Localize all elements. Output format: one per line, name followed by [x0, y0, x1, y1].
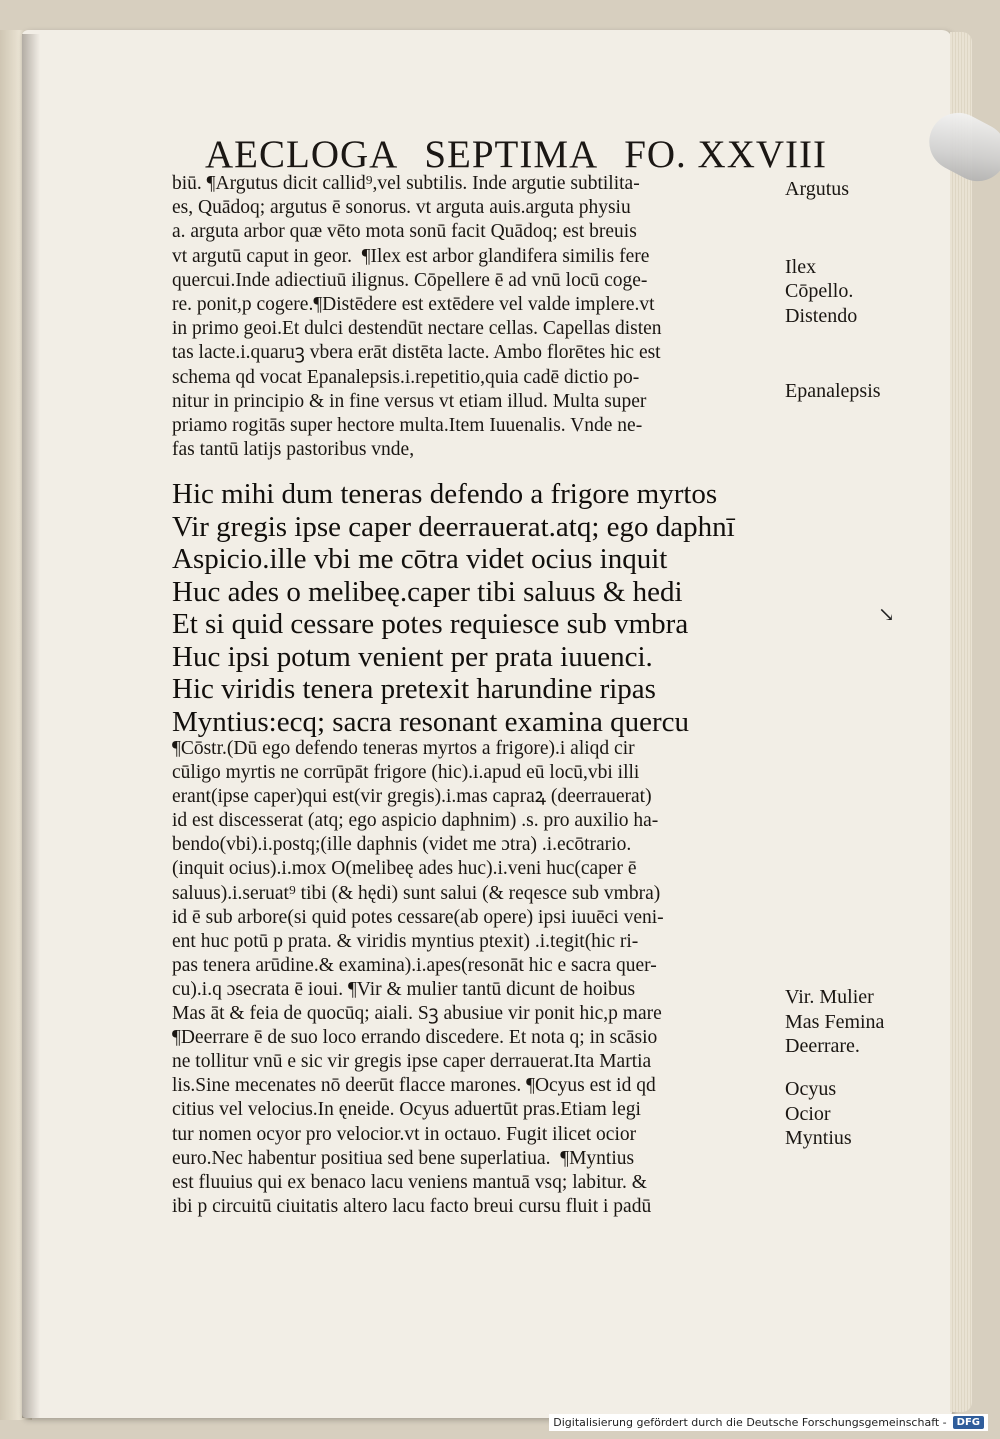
commentary-line: priamo rogitās super hectore multa.Item Iuuenalis. Vnde ne- [172, 415, 643, 437]
commentary-line: fas tantū latijs pastoribus vnde, [172, 439, 415, 461]
verse-line: Huc ipsi potum venient per prata iuuenci. [172, 640, 653, 673]
marginal-gloss-epanalepsis: Epanalepsis [785, 380, 881, 402]
verse-line: Hic mihi dum teneras defendo a frigore myrtos [172, 478, 718, 510]
commentary-line: ¶Cōstr.(Dū ego defendo teneras myrtos a frigore).i aliqd cir [172, 738, 635, 759]
commentary-line: ¶Deerrare ē de suo loco errando discedere. Et nota q; in scāsio [172, 1027, 658, 1049]
page-stack-edge [950, 32, 972, 1412]
commentary-line: cūligo myrtis ne corrūpāt frigore (hic).i.apud eū locū,vbi illi [172, 762, 640, 784]
commentary-line: euro.Nec habentur positiua sed bene superlatiua. ¶Myntius [172, 1147, 635, 1169]
verse-line: Vir gregis ipse caper deerrauerat.atq; ego daphnī [172, 510, 735, 543]
commentary-line: cu).i.q ɔsecrata ē ioui. ¶Vir & mulier tantū dicunt de hoibus [172, 978, 636, 1000]
commentary-line: ent huc potū p prata. & viridis myntius ptexit) .i.tegit(hic ri- [172, 930, 639, 952]
stray-mark-icon: ↘ [878, 604, 895, 626]
verse-line: Et si quid cessare potes requiesce sub vmbra [172, 608, 689, 640]
commentary-line: quercui.Inde adiectiuū ilignus. Cōpellere ē ad vnū locū coge- [172, 269, 648, 291]
commentary-line: vt argutū caput in geor. ¶Ilex est arbor glandifera similis fere [172, 245, 650, 267]
dfg-logo: DFG [953, 1416, 984, 1429]
marginal-gloss-argutus: Argutus [785, 178, 850, 200]
page-gutter-shadow [22, 34, 40, 1418]
commentary-line: id est discesserat (atq; ego aspicio daphnim) .s. pro auxilio ha- [172, 810, 659, 832]
digitization-footer [549, 1414, 988, 1431]
commentary-top [172, 172, 662, 462]
marginal-gloss-mas-femina: Mas Femina [785, 1011, 885, 1033]
commentary-line: lis.Sine mecenates nō deerūt flacce marones. ¶Ocyus est id qd [172, 1075, 656, 1097]
marginal-gloss-distendo: Distendo [785, 305, 858, 327]
commentary-line: (inquit ocius).i.mox O(melibeę ades huc).i.veni huc(caper ē [172, 858, 637, 880]
commentary-line: pas tenera arūdine.& examina).i.apes(resonāt hic e sacra quer- [172, 954, 657, 976]
commentary-bottom [172, 737, 664, 1219]
marginal-gloss-myntius: Myntius [785, 1127, 852, 1149]
marginal-gloss-ocyus: Ocyus [785, 1078, 837, 1100]
commentary-line: es, Quādoq; argutus ē sonorus. vt arguta auis.arguta physiu [172, 197, 631, 219]
marginal-gloss-compello: Cōpello. [785, 280, 854, 302]
commentary-line: Mas āt & feia de quocūq; aiali. Sꝫ abusiue vir ponit hic,p mare [172, 1003, 662, 1025]
marginal-gloss-ilex: Ilex [785, 256, 817, 278]
commentary-line: schema qd vocat Epanalepsis.i.repetitio,quia cadē dictio po- [172, 366, 640, 388]
commentary-line: saluus).i.seruat⁹ tibi (& hędi) sunt salui (& reqesce sub vmbra) [172, 882, 661, 904]
commentary-line: in primo geoi.Et dulci destendūt nectare cellas. Capellas disten [172, 318, 662, 340]
commentary-line: est fluuius qui ex benaco lacu veniens mantuā vsq; labitur. & [172, 1171, 647, 1193]
commentary-line: tur nomen ocyor pro velocior.vt in octauo. Fugit ilicet ocior [172, 1123, 637, 1145]
commentary-line: citius vel velocius.In ęneide. Ocyus aduertūt pras.Etiam legi [172, 1099, 641, 1121]
commentary-line: id ē sub arbore(si quid potes cessare(ab opere) ipsi iuuēci veni- [172, 906, 664, 928]
commentary-line: re. ponit,p cogere.¶Distēdere est extēdere vel valde implere.vt [172, 294, 655, 316]
commentary-line: nitur in principio & in fine versus vt etiam illud. Multa super [172, 390, 647, 412]
header-title-mid: SEPTIMA [424, 133, 599, 176]
marginal-gloss-ocior: Ocior [785, 1103, 831, 1125]
verse-line: Myntius:ecq; sacra resonant examina quercu [172, 705, 689, 738]
commentary-line: ne tollitur vnū e sic vir gregis ipse caper derrauerat.Ita Martia [172, 1051, 652, 1073]
running-header [205, 132, 853, 177]
commentary-line: tas lacte.i.quaruꝫ vbera erāt distēta lacte. Ambo florētes hic est [172, 342, 661, 364]
commentary-line: ibi p circuitū ciuitatis altero lacu facto breui cursu fluit i padū [172, 1195, 652, 1217]
commentary-line: biū. ¶Argutus dicit callid⁹,vel subtilis. Inde argutie subtilita- [172, 173, 640, 194]
verse-line: Huc ades o melibeę.caper tibi saluus & hedi [172, 575, 683, 608]
marginal-gloss-deerrare: Deerrare. [785, 1035, 860, 1057]
header-title-left: AECLOGA [205, 133, 399, 176]
footer-credit: Digitalisierung gefördert durch die Deutsche Forschungsgemeinschaft - [553, 1416, 947, 1429]
verse-line: Aspicio.ille vbi me cōtra videt ocius inquit [172, 543, 668, 575]
verse-block [172, 478, 735, 738]
commentary-line: erant(ipse caper)qui est(vir gregis).i.mas capraꝝ (deerrauerat) [172, 786, 652, 808]
folio-number: FO. XXVIII [624, 133, 827, 176]
commentary-line: bendo(vbi).i.postq;(ille daphnis (videt me ɔtra) .i.ecōtrario. [172, 834, 632, 856]
commentary-line: a. arguta arbor quæ vēto mota sonū facit Quādoq; est breuis [172, 221, 637, 243]
marginal-gloss-vir-mulier: Vir. Mulier [785, 986, 874, 1008]
verse-line: Hic viridis tenera pretexit harundine ripas [172, 673, 656, 705]
